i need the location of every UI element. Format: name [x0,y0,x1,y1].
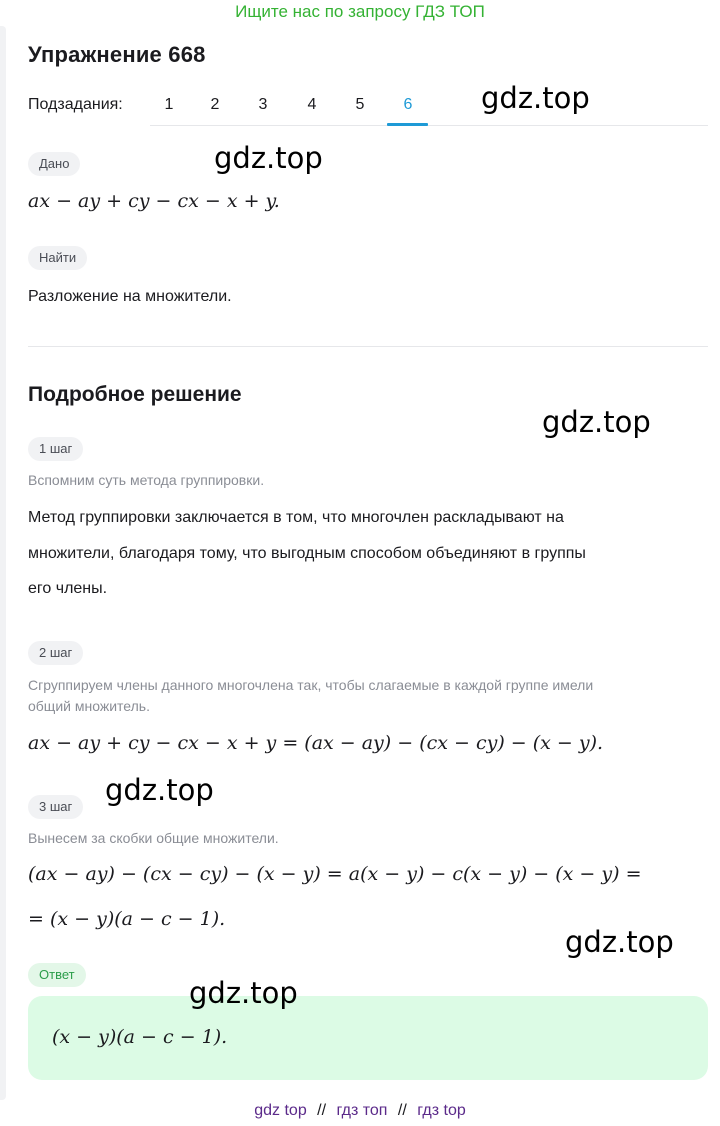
active-tab-indicator [387,123,428,126]
watermark: gdz.top [105,773,214,807]
subtask-tab-1[interactable]: 1 [164,96,174,113]
footer-separator: // [317,1102,327,1119]
watermark: gdz.top [542,405,651,439]
subtask-tab-5[interactable]: 5 [355,96,365,113]
card-edge [0,26,6,1100]
step-1-text-line: Метод группировки заключается в том, что многочлен раскладывают на [28,509,564,526]
subtask-tab-4[interactable]: 4 [307,96,317,113]
watermark: gdz.top [481,81,590,115]
step-1-hint: Вспомним суть метода группировки. [28,472,265,488]
watermark: gdz.top [214,141,323,175]
step-1-text-line: его члены. [28,580,108,597]
subtask-tab-3[interactable]: 3 [258,96,268,113]
step-1-text-line: множители, благодаря тому, что выгодным способом объединяют в группы [28,545,586,562]
footer-link-3[interactable]: гдз top [417,1102,466,1119]
exercise-title: Упражнение 668 [28,42,206,67]
answer-math: (x − y)(a − c − 1). [52,1026,228,1048]
subtask-tab-2[interactable]: 2 [210,96,220,113]
given-badge: Дано [28,152,80,176]
section-divider [28,346,708,347]
tabs-divider [150,125,708,126]
subtask-tab-6[interactable]: 6 [403,96,413,113]
step-3-math-line: (ax − ay) − (cx − cy) − (x − y) = a(x − y) − c(x − y) − (x − y) = [28,863,642,885]
step-3-math-line: = (x − y)(a − c − 1). [28,908,226,930]
step-2-badge: 2 шаг [28,641,83,665]
step-2-hint-line: общий множитель. [28,698,150,714]
find-badge: Найти [28,246,87,270]
find-text: Разложение на множители. [28,288,232,305]
step-3-hint: Вынесем за скобки общие множители. [28,830,279,846]
given-expression: ax − ay + cy − cx − x + y. [28,190,280,212]
watermark: gdz.top [189,976,298,1010]
step-1-badge: 1 шаг [28,437,83,461]
answer-badge: Ответ [28,963,86,987]
footer-link-2[interactable]: гдз топ [336,1102,388,1119]
step-2-math: ax − ay + cy − cx − x + y = (ax − ay) − (cx − cy) − (x − y). [28,732,604,754]
subtasks-label: Подзадания: [28,96,123,113]
footer-separator: // [397,1102,407,1119]
step-2-hint-line: Сгруппируем члены данного многочлена так, чтобы слагаемые в каждой группе имели [28,677,594,693]
watermark: gdz.top [565,925,674,959]
footer-link-1[interactable]: gdz top [254,1102,307,1119]
solution-title: Подробное решение [28,383,242,406]
step-3-badge: 3 шаг [28,795,83,819]
footer-links [0,1102,720,1120]
search-banner[interactable]: Ищите нас по запросу ГДЗ ТОП [235,2,485,21]
